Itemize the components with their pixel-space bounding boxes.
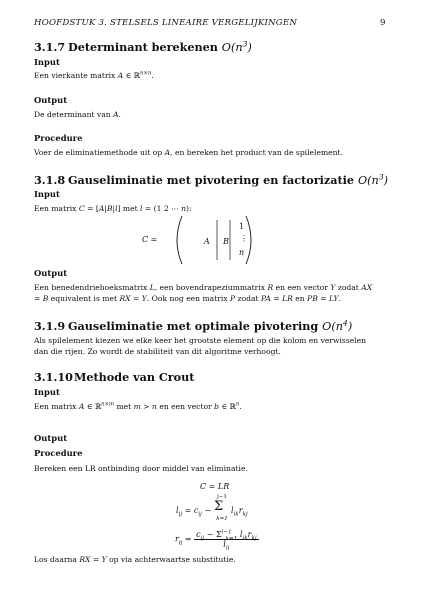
procedure-label: Procedure (34, 133, 83, 143)
complexity: $O(n^3)$ (357, 172, 389, 187)
procedure-label: Procedure (34, 448, 83, 458)
section-heading-3-1-8 (34, 173, 388, 187)
section-heading-3-1-9 (34, 319, 352, 333)
equation-rij: $r_{ij}$ = $\frac{c_{ij} - \Sigma^{i-1}_{k=1} l_{ik}r_{kj}}{l_{ii}}$ (175, 529, 257, 552)
block-matrix-svg (160, 214, 270, 266)
section-title: Methode van Crout (74, 370, 195, 384)
block-matrix (160, 214, 270, 266)
input-label: Input (34, 387, 60, 397)
complexity: $O(n^4)$ (322, 318, 353, 333)
matrix-col-last: n (239, 248, 245, 257)
input-label: Input (34, 57, 60, 67)
input-text: Een vierkante matrix A ∈ ℝ$^{n\times n}$. (34, 70, 154, 80)
complexity: $O(n^3)$ (221, 39, 252, 54)
sum-symbol: Σ (214, 499, 224, 514)
section-title: Gauseliminatie met optimale pivotering (68, 319, 319, 333)
matrix-col-dots: ⋮ (240, 234, 248, 243)
left-paren (177, 216, 182, 264)
matrix-block-a: A (204, 237, 210, 246)
matrix-lhs: C = (142, 235, 158, 244)
equation-sum-term: $l_{ik}r_{kj}$ (231, 506, 248, 518)
page-number: 9 (380, 18, 386, 28)
section-heading-3-1-10 (34, 370, 194, 384)
equation-c-lr: C = LR (200, 482, 230, 491)
fraction-denominator: $l_{ii}$ (223, 540, 230, 552)
sum-upper-limit: j−1 (217, 494, 227, 500)
section-title: Gauseliminatie met pivotering en factorizatie (68, 173, 355, 187)
body-text: Als spilelement kiezen we elke keer het grootste element op die kolom en verwisselen dan die rijen. Zo wordt de stabiliteit van dit algoritme verhoogt. (34, 336, 367, 356)
matrix-block-b: B (223, 237, 229, 246)
fraction (194, 529, 258, 552)
output-text: Een benedendriehoeksmatrix L, een bovendrapeziummatrix R en een vector Y zodat AX = B equivalent is met RX = Y. Ook nog een matrix P zodat PA = LR en PB = LY. (34, 283, 373, 303)
section-number: 3.1.9 (34, 319, 66, 333)
sum-lower-limit: k=1 (216, 516, 228, 522)
equation-lij: $l_{ij} = c_{ij}$ − (176, 506, 212, 518)
section-number: 3.1.8 (34, 173, 66, 187)
section-number: 3.1.10 (34, 370, 73, 384)
output-label: Output (34, 95, 68, 105)
section-heading-3-1-7 (34, 40, 252, 54)
running-header: HOOFDSTUK 3. STELSELS LINEAIRE VERGELIJKINGEN (34, 18, 298, 28)
procedure-text: Bereken een LR ontbinding door middel van eliminatie. (34, 464, 248, 473)
section-number: 3.1.7 (34, 40, 66, 54)
section-title: Determinant berekenen (68, 40, 218, 54)
input-text: Een matrix C = [A|B|l] met l = (1 2 ⋯ n): (34, 204, 192, 213)
fraction-numerator: $c_{ij} - \Sigma^{i-1}_{k=1}$ $l_{ik}r_{kj}$ (196, 529, 257, 542)
input-label: Input (34, 189, 60, 199)
output-label: Output (34, 268, 68, 278)
closing-text: Los daarna RX = Y op via achterwaartse substitutie. (34, 555, 236, 564)
output-label: Output (34, 433, 68, 443)
matrix-col-first: 1 (239, 222, 245, 231)
input-text: Een matrix A ∈ ℝ$^{n\times m}$ met m > n en een vector b ∈ ℝ$^n$. (34, 401, 242, 411)
output-text: De determinant van A. (34, 110, 121, 119)
procedure-text: Voer de eliminatiemethode uit op A, en bereken het product van de spilelement. (34, 148, 344, 157)
